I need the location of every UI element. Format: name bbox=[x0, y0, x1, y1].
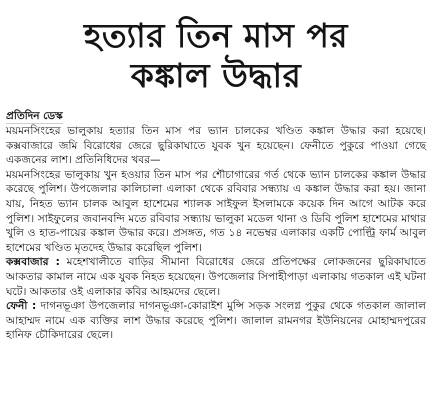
paragraph-text: ময়মনসিংহের ভালুকায় খুন হওয়ার তিন মাস পর শৌচাগারের গর্ত থেকে ভ্যান চালকের কঙ্কাল উদ্ধার করেছে পুলিশ। উপজেলার কালিচালা এলাকা থেকে রবিবার সন্ধ্যায় এ কঙ্কাল উদ্ধার করা হয়। জানা যায়, নিহত ভ্যান চালক আবুল হাশেমের শ্যালক সাইফুল ইসলামকে কয়েক দিন আগে আটক করে পুলিশ। সাইফুলের জবানবন্দি মতে রবিবার সন্ধ্যায় ভালুকা মডেল থানা ও ডিবি পুলিশ হাশেমের মাথার খুলি ও হাত-পায়ের কঙ্কাল উদ্ধার করে। প্রসঙ্গত, গত ১৪ নভেম্বর এলাকার একটি পোল্ট্রি ফার্ম আবুল হাশেমের খণ্ডিত মৃতদেহ উদ্ধার করেছিল পুলিশ। bbox=[6, 168, 426, 254]
news-clipping bbox=[2, 2, 432, 406]
headline-line-2: কঙ্কাল উদ্ধার bbox=[130, 56, 302, 95]
dateline-coxsbazar: কক্সবাজার : bbox=[6, 256, 60, 269]
byline: প্রতিদিন ডেস্ক bbox=[6, 110, 63, 122]
paragraph-mymensingh bbox=[6, 168, 426, 256]
paragraph-feni bbox=[6, 299, 426, 343]
headline bbox=[6, 2, 426, 96]
paragraph-intro bbox=[6, 124, 426, 168]
paragraph-coxsbazar bbox=[6, 255, 426, 299]
headline-line-1: হত্যার তিন মাস পর bbox=[84, 16, 348, 55]
paragraph-text: ময়মনসিংহের ভালুকায় হত্যার তিন মাস পর ভ্যান চালকের খণ্ডিত কঙ্কাল উদ্ধার করা হয়েছে। কক্সবাজারে জমি বিরোধের জেরে ছুরিকাঘাতে যুবক খুন হয়েছেন। ফেনীতে পুকুরে পাওয়া গেছে একজনের লাশ। প্রতিনিধিদের খবর— bbox=[6, 125, 426, 167]
paragraph-text: দাগনভূঞা উপজেলার দাগনভূঞা-কোরাইশ মুন্সি সড়ক সংলগ্ন পুকুর থেকে গতকাল জালাল আহাম্মদ নামে এক ব্যক্তির লাশ উদ্ধার করেছে পুলিশ। জালাল রামনগর ইউনিয়নের মোহাম্মদপুরের হানিফ চৌকিদারের ছেলে। bbox=[6, 300, 426, 342]
article-body bbox=[6, 124, 426, 343]
paragraph-text: মহেশখালীতে বাড়ির সীমানা বিরোধের জেরে প্রতিপক্ষের লোকজনের ছুরিকাঘাতে আকতার কামাল নামে এক যুবক নিহত হয়েছেন। উপজেলার সিপাহীপাড়া এলাকায় গতকাল এই ঘটনা ঘটে। আকতার ওই এলাকার কবির আহমদের ছেলে। bbox=[6, 256, 426, 298]
dateline-feni: ফেনী : bbox=[6, 300, 37, 313]
